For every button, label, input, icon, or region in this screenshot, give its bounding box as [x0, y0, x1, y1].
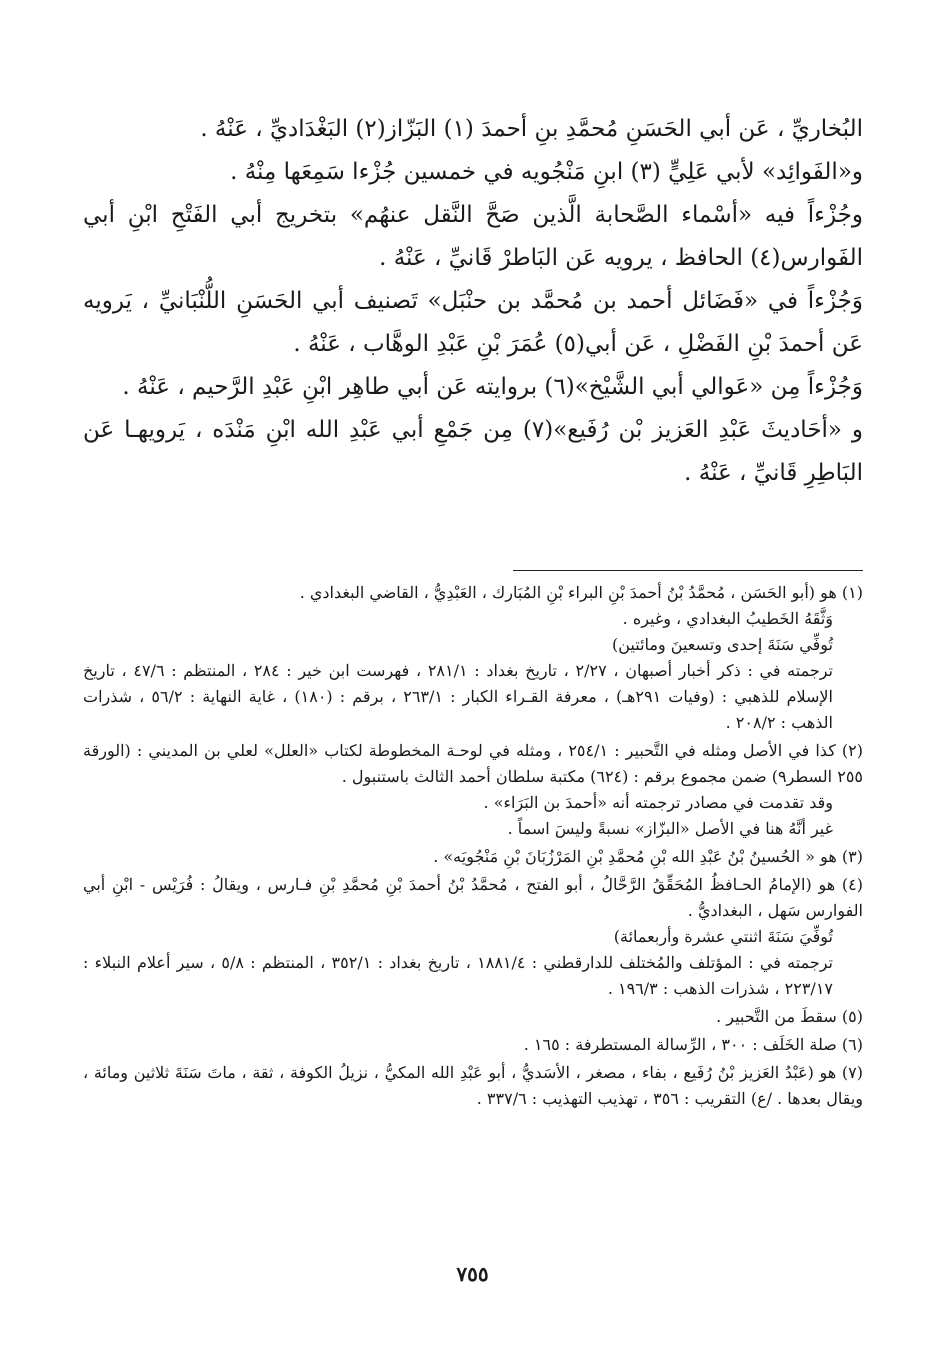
footnote-line: تُوفِّيَ سَنَةَ اثنتي عشرة وأربعمائة) — [613, 927, 833, 946]
footnote-divider — [513, 570, 863, 571]
footnote-line: (٧) هو (عَبْدُ العَزيز بْنُ رُفَيع ، بفاء ، مصغر ، الأسَديُّ ، أبو عَبْدِ الله المكيُّ ، نزيلُ الكوفة ، ثقة ، ماتَ سَنَةَ ثلاثين ومائة ، ويقال بعدها . /ع) التقريب : ٣٥٦ ، تهذيب التهذيب : ٣٣٧/٦ . — [83, 1063, 863, 1108]
page-number: ٧٥٥ — [456, 1262, 489, 1286]
footnotes — [83, 580, 863, 1114]
footnote-4 — [83, 872, 863, 1002]
footnote-line: تُوفِّي سَنَةَ إحدى وتسعينَ ومائتين) — [612, 635, 833, 654]
footnote-line: وَثَّقَهُ الخَطيبُ البغدادي ، وغيره . — [622, 609, 833, 628]
main-paragraph: وَجُزْءاً مِن «عَوالي أبي الشَّيْخ»(٦) بروايته عَن أبي طاهِر ابْنِ عَبْدِ الرَّحيم ، عَنْهُ . — [122, 374, 863, 400]
footnote-line: وقد تقدمت في مصادر ترجمته أنه «أحمدَ بن البَرَاء» . — [483, 793, 833, 812]
footnote-3 — [83, 844, 863, 870]
main-paragraph: وجُزْءاً فيه «أسْماء الصَّحابة الَّذين صَحَّ النَّقل عنهُم» بتخريج أبي الفَتْحِ ابْنِ أبي الفَوارس(٤) الحافظ ، يرويه عَن البَاطرْ قَانيِّ ، عَنْهُ . — [83, 202, 863, 271]
main-paragraph: و«الفَوائِد» لأبي عَلِيٍّ (٣) ابنِ مَنْجُويه في خمسين جُزْءا سَمِعَها مِنْهُ . — [230, 159, 863, 185]
main-paragraph: و «أحَاديثَ عَبْدِ العَزيز بْن رُفَيع»(٧) مِن جَمْعِ أبي عَبْدِ الله ابْنِ مَنْدَه ، يَرويهـا عَن البَاطِرِ قَانيِّ ، عَنْهُ . — [83, 417, 863, 486]
footnote-6 — [83, 1032, 863, 1058]
main-text — [83, 108, 863, 495]
footnote-line: ترجمته في : المؤتلف والمُختلف للدارقطني : ١٨٨١/٤ ، تاريخ بغداد : ٣٥٢/١ ، المنتظم : ٥/٨ ، سير أعلام النبلاء : ٢٢٣/١٧ ، شذرات الذهب : ١٩٦/٣ . — [83, 953, 833, 998]
footnote-line: (٦) صلة الخَلَف : ٣٠٠ ، الرِّسالة المستطرفة : ١٦٥ . — [523, 1035, 863, 1054]
footnote-line: (٤) هو (الإمامُ الحـافظُ المُحَقِّقُ الرَّحَّالُ ، أبو الفتح ، مُحمَّدُ بْنُ أحمدَ بْنِ مُحمَّدِ بْنِ فـارس ، ويقالُ : فُرَيْس - ابْنِ أبي الفوارس سَهل ، البغداديُّ . — [83, 875, 863, 920]
footnote-line: غير أنَّهُ هنا في الأصل «البزّاز» نسبةً وليسَ اسماً . — [507, 819, 833, 838]
footnote-line: (٥) سقطَ من التَّحبير . — [716, 1007, 863, 1026]
footnote-2 — [83, 738, 863, 842]
main-paragraph: وَجُزْءاً في «فَضَائل أحمد بن مُحمَّد بن حنْبَل» تَصنيف أبي الحَسَنِ اللُّنْبَانيِّ ، يَرويه عَن أحمدَ بْنِ الفَضْلِ ، عَن أبي(٥) عُمَرَ بْنِ عَبْدِ الوهَّاب ، عَنْهُ . — [83, 288, 863, 357]
footnote-5 — [83, 1004, 863, 1030]
footnote-7 — [83, 1060, 863, 1112]
footnote-line: ترجمته في : ذكر أخبار أصبهان ، ٢/٢٧ ، تاريخ بغداد : ٢٨١/١ ، فهرست ابن خير : ٢٨٤ ، المنتظم : ٤٧/٦ ، تاريخ الإسلام للذهبي : (وفيات ٢٩١هـ) ، معرفة القـراء الكبار : ٢٦٣/١ ، برقم : (١٨٠) ، غاية النهاية : ٥٦/٢ ، شذرات الذهب : ٢٠٨/٢ . — [83, 661, 833, 732]
footnote-1 — [83, 580, 863, 736]
main-paragraph: البُخاريِّ ، عَن أبي الحَسَنِ مُحمَّدِ بنِ أحمدَ (١) البَزّاز(٢) البَغْدَاديِّ ، عَنْهُ . — [200, 116, 863, 142]
footnote-line: (٢) كذا في الأصل ومثله في التَّحبير : ٢٥٤/١ ، ومثله في لوحـة المخطوطة لكتاب «العلل» لعلي بن المديني : (الورقة ٢٥٥ السطر٩) ضمن مجموع برقم : (٦٢٤) مكتبة سلطان أحمد الثالث باستنبول . — [83, 741, 864, 786]
footnote-line: (١) هو (أبو الحَسَن ، مُحمَّدُ بْنُ أحمدَ بْنِ البراء بْنِ المُبَارك ، العَبْدِيُّ ، القاضي البغدادي . — [299, 583, 863, 602]
footnote-line: (٣) هو « الحُسينُ بْنُ عَبْدِ الله بْنِ مُحمَّدِ بْنِ المَرْزُبَانَ بْنِ مَنْجُويَه» . — [433, 847, 863, 866]
